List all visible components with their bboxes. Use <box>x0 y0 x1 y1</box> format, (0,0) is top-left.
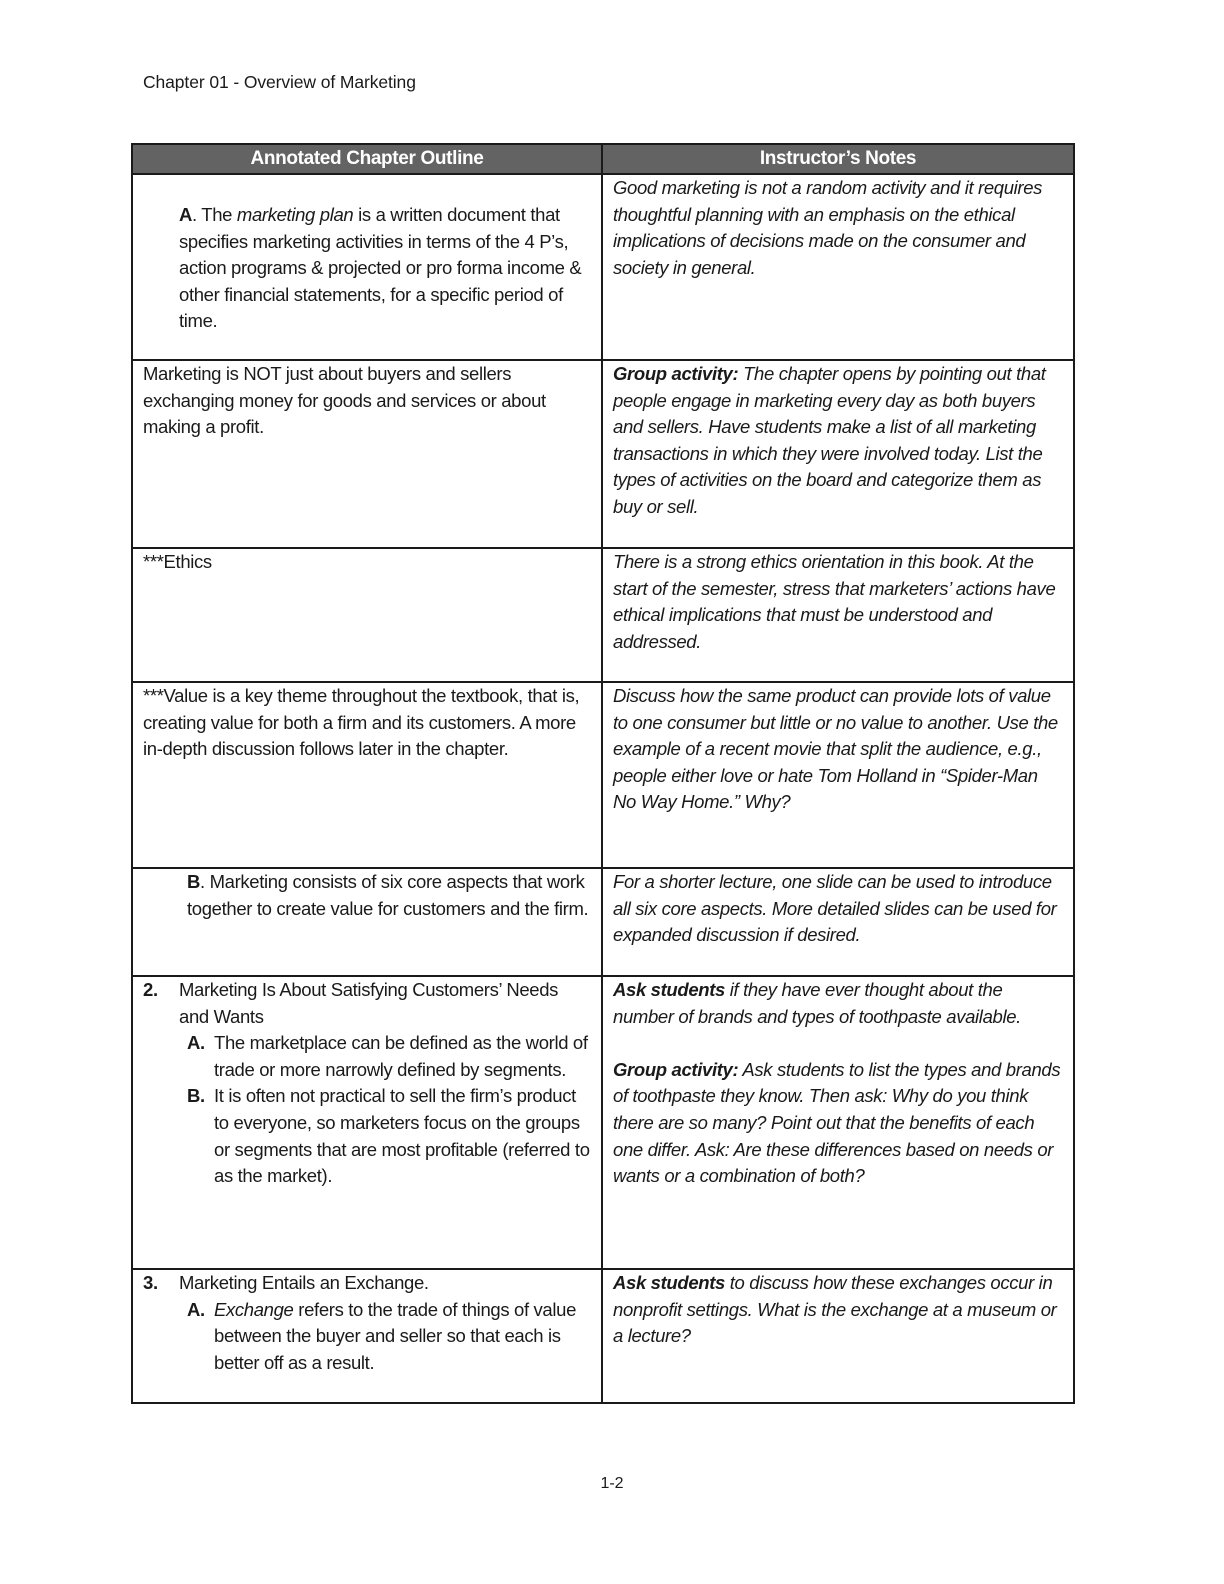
outline-text-part: . The <box>192 204 237 225</box>
outline-cell <box>132 868 602 976</box>
table-row <box>132 682 1074 868</box>
outline-cell <box>132 548 602 682</box>
note-text-part: to discuss how these exchanges occur in nonprofit settings. What is the exchange at a museum or a lecture? <box>613 1272 1057 1347</box>
term-italic: Exchange <box>214 1298 294 1320</box>
table-row <box>132 360 1074 548</box>
note-text <box>613 361 1063 521</box>
notes-cell <box>602 548 1074 682</box>
item-letter: B <box>187 871 201 892</box>
note-text: Good marketing is not a random activity and it requires thoughtful planning with an emphasis on the ethical implications of decisions made on the consumer and society in general. <box>613 177 1043 278</box>
outline-text <box>143 869 591 922</box>
outline-text <box>143 175 591 335</box>
note-text: Discuss how the same product can provide lots of value to one consumer but little or no value to another. Use the example of a recent movie that split the audience, e.g., people either love or hate Tom Holland in “Spider-Man No Way Home.” Why? <box>613 685 1058 813</box>
table-row <box>132 976 1074 1269</box>
sub-item-text-part: refers to the trade of things of value between the buyer and seller so that each is better off as a result. <box>214 1298 577 1373</box>
table-header-row <box>132 144 1074 174</box>
item-number: 3. <box>143 1272 158 1293</box>
outline-cell <box>132 1269 602 1403</box>
notes-cell <box>602 1269 1074 1403</box>
outline-cell <box>132 174 602 360</box>
item-letter: A <box>179 204 193 225</box>
paragraph-gap <box>613 1030 1063 1057</box>
note-text-part: Ask students to list the types and brands of toothpaste they know. Then ask: Why do you think there are so many? Point out that the benefits of each one differ. Ask: Are these differences based on needs or wants or a combination of both? <box>613 1058 1061 1187</box>
term-italic: marketing plan <box>236 204 354 225</box>
page-number: 1-2 <box>600 1475 624 1492</box>
outline-cell <box>132 682 602 868</box>
sub-item-text: The marketplace can be defined as the world of trade or more narrowly defined by segments. <box>214 1032 588 1080</box>
table-row <box>132 174 1074 360</box>
table-row <box>132 1269 1074 1403</box>
note-text: For a shorter lecture, one slide can be used to introduce all six core aspects. More detailed slides can be used for expanded discussion if desired. <box>613 871 1057 946</box>
notes-cell <box>602 360 1074 548</box>
note-text <box>613 977 1063 1030</box>
sub-item-text: It is often not practical to sell the firm’s product to everyone, so marketers focus on the groups or segments that are most profitable (referred to as the market). <box>214 1085 590 1187</box>
note-text <box>613 1057 1063 1190</box>
outline-text-part: is a written document that specifies marketing activities in terms of the 4 P’s, action programs & projected or pro forma income & other financial statements, for a specific period of time. <box>179 204 582 332</box>
note-bold-lead: Ask students <box>613 1272 725 1293</box>
item-heading: Marketing Is About Satisfying Customers’ Needs and Wants <box>179 979 559 1027</box>
outline-column-header: Annotated Chapter Outline <box>132 144 602 174</box>
outline-cell <box>132 360 602 548</box>
outline-text: ***Ethics <box>143 551 212 572</box>
outline-cell <box>132 976 602 1269</box>
item-heading: Marketing Entails an Exchange. <box>179 1272 429 1293</box>
notes-column-header: Instructor’s Notes <box>602 144 1074 174</box>
chapter-outline-table <box>131 143 1075 1404</box>
item-number: 2. <box>143 979 158 1000</box>
list-item <box>143 977 591 1030</box>
note-text: There is a strong ethics orientation in this book. At the start of the semester, stress that marketers’ actions have ethical implications that must be understood and addressed. <box>613 551 1056 652</box>
sub-list-item <box>143 1030 591 1083</box>
note-bold-lead: Group activity: <box>613 363 739 384</box>
sub-item-text <box>214 1297 591 1377</box>
notes-cell <box>602 976 1074 1269</box>
outline-text-part: . Marketing consists of six core aspects that work together to create value for customers and the firm. <box>187 871 589 919</box>
outline-text: Marketing is NOT just about buyers and sellers exchanging money for goods and services or about making a profit. <box>143 363 546 438</box>
sub-item-letter: B. <box>187 1085 205 1107</box>
notes-cell <box>602 682 1074 868</box>
note-bold-lead: Group activity: <box>613 1058 739 1080</box>
note-text-part: if they have ever thought about the number of brands and types of toothpaste available. <box>613 979 1021 1027</box>
note-text <box>613 1270 1063 1350</box>
sub-item-letter: A. <box>187 1032 205 1054</box>
sub-item-letter: A. <box>187 1298 205 1320</box>
notes-cell <box>602 868 1074 976</box>
list-item <box>143 1270 591 1297</box>
notes-cell <box>602 174 1074 360</box>
note-bold-lead: Ask students <box>613 979 725 1000</box>
sub-list-item <box>143 1083 591 1189</box>
note-text-part: The chapter opens by pointing out that people engage in marketing every day as both buyers and sellers. Have students make a list of all marketing transactions in which they were involved today. List the types of activities on the board and categorize them as buy or sell. <box>613 363 1046 517</box>
running-header: Chapter 01 - Overview of Marketing <box>143 72 416 92</box>
table-row <box>132 868 1074 976</box>
sub-list-item <box>143 1297 591 1377</box>
table-row <box>132 548 1074 682</box>
outline-text: ***Value is a key theme throughout the textbook, that is, creating value for both a firm and its customers. A more in-depth discussion follows later in the chapter. <box>143 685 580 760</box>
